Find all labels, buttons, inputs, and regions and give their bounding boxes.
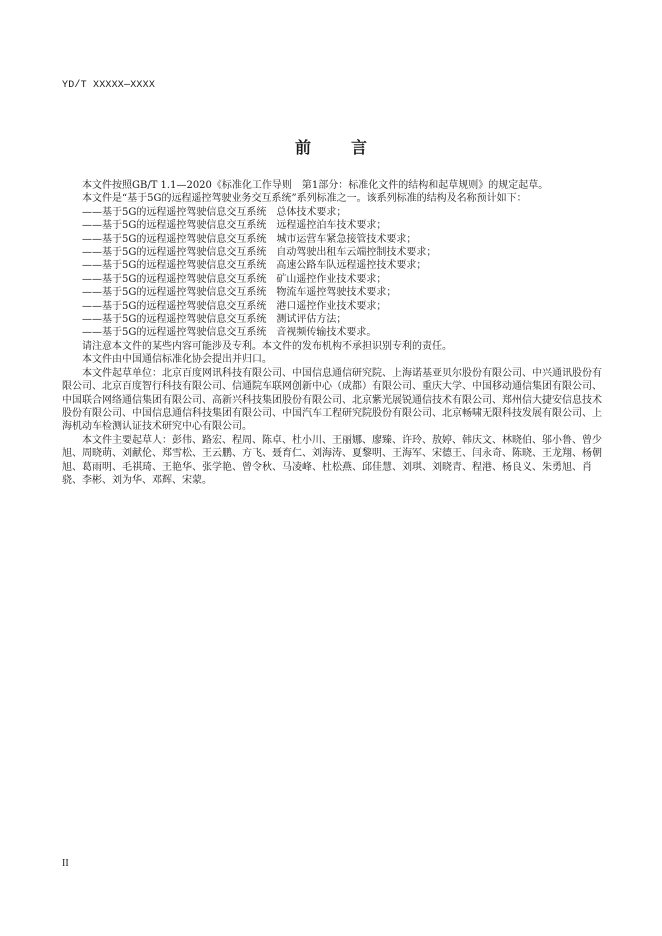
list-item: ——基于5G的远程遥控驾驶信息交互系统 城市运营车紧急接管技术要求； (82, 233, 417, 245)
list-item: ——基于5G的远程遥控驾驶信息交互系统 远程遥控泊车技术要求； (82, 220, 387, 232)
list-item: ——基于5G的远程遥控驾驶信息交互系统 高速公路车队远程遥控技术要求； (82, 260, 427, 272)
list-item: ——基于5G的远程遥控驾驶信息交互系统 物流车遥控驾驶技术要求； (82, 287, 397, 299)
foreword-body (62, 179, 602, 487)
list-item: ——基于5G的远程遥控驾驶信息交互系统 总体技术要求； (82, 206, 347, 218)
title-char-2: 言 (351, 138, 368, 157)
paragraph-series-intro: 本文件是“基于5G的远程遥控驾驶业务交互系统”系列标准之一。该系列标准的结构及名称预计如下： (82, 193, 527, 205)
paragraph-drafting-basis: 本文件按照GB/T 1.1—2020《标准化工作导则 第1部分：标准化文件的结构和起草规则》的规定起草。 (82, 180, 549, 191)
document-code: YD/T XXXXX—XXXX (62, 80, 156, 91)
list-item: ——基于5G的远程遥控驾驶信息交互系统 音视频传输技术要求。 (82, 327, 377, 339)
page-title (0, 135, 662, 158)
paragraph-drafting-units: 本文件起草单位：北京百度网讯科技有限公司、中国信息通信研究院、上海诺基亚贝尔股份有限公司、中兴通讯股份有限公司、北京百度智行科技有限公司、信通院车联网创新中心（成都）有限公司、重庆大学、中国移动通信集团有限公司、中国联合网络通信集团有限公司、高新兴科技集团股份有限公司、北京紫光展锐通信技术有限公司、郑州信大捷安信息技术股份有限公司、中国信息通信科技集团有限公司、中国汽车工程研究院股份有限公司、北京畅啸无限科技发展有限公司、上海机动车检测认证技术研究中心有限公司。 (62, 367, 602, 433)
list-item: ——基于5G的远程遥控驾驶信息交互系统 自动驾驶出租车云端控制技术要求； (82, 247, 437, 259)
paragraph-proposer: 本文件由中国通信标准化协会提出并归口。 (82, 354, 272, 366)
list-item: ——基于5G的远程遥控驾驶信息交互系统 测试评估方法； (82, 314, 347, 326)
paragraph-drafters: 本文件主要起草人：彭伟、路宏、程周、陈卓、杜小川、王丽娜、廖臻、许玲、敖婷、韩庆文、林晓伯、邬小鲁、曾少旭、周晓萌、刘献伦、郑雪松、王云鹏、方飞、聂育仁、刘海涛、夏黎明、王海军、宋德王、闫永奇、陈晓、王龙翔、杨朝旭、葛雨明、毛祺琦、王艳华、张学艳、曾令秋、马凌峰、杜松燕、邱佳慧、刘琪、刘晓青、程港、杨良义、朱勇旭、肖骁、李彬、刘为华、邓辉、宋蒙。 (62, 434, 602, 486)
page-number: II (62, 858, 69, 869)
list-item: ——基于5G的远程遥控驾驶信息交互系统 矿山遥控作业技术要求； (82, 273, 387, 285)
paragraph-patent-notice: 请注意本文件的某些内容可能涉及专利。本文件的发布机构不承担识别专利的责任。 (82, 340, 452, 352)
list-item: ——基于5G的远程遥控驾驶信息交互系统 港口遥控作业技术要求； (82, 300, 387, 312)
title-char-1: 前 (294, 138, 311, 157)
series-list (62, 206, 602, 340)
